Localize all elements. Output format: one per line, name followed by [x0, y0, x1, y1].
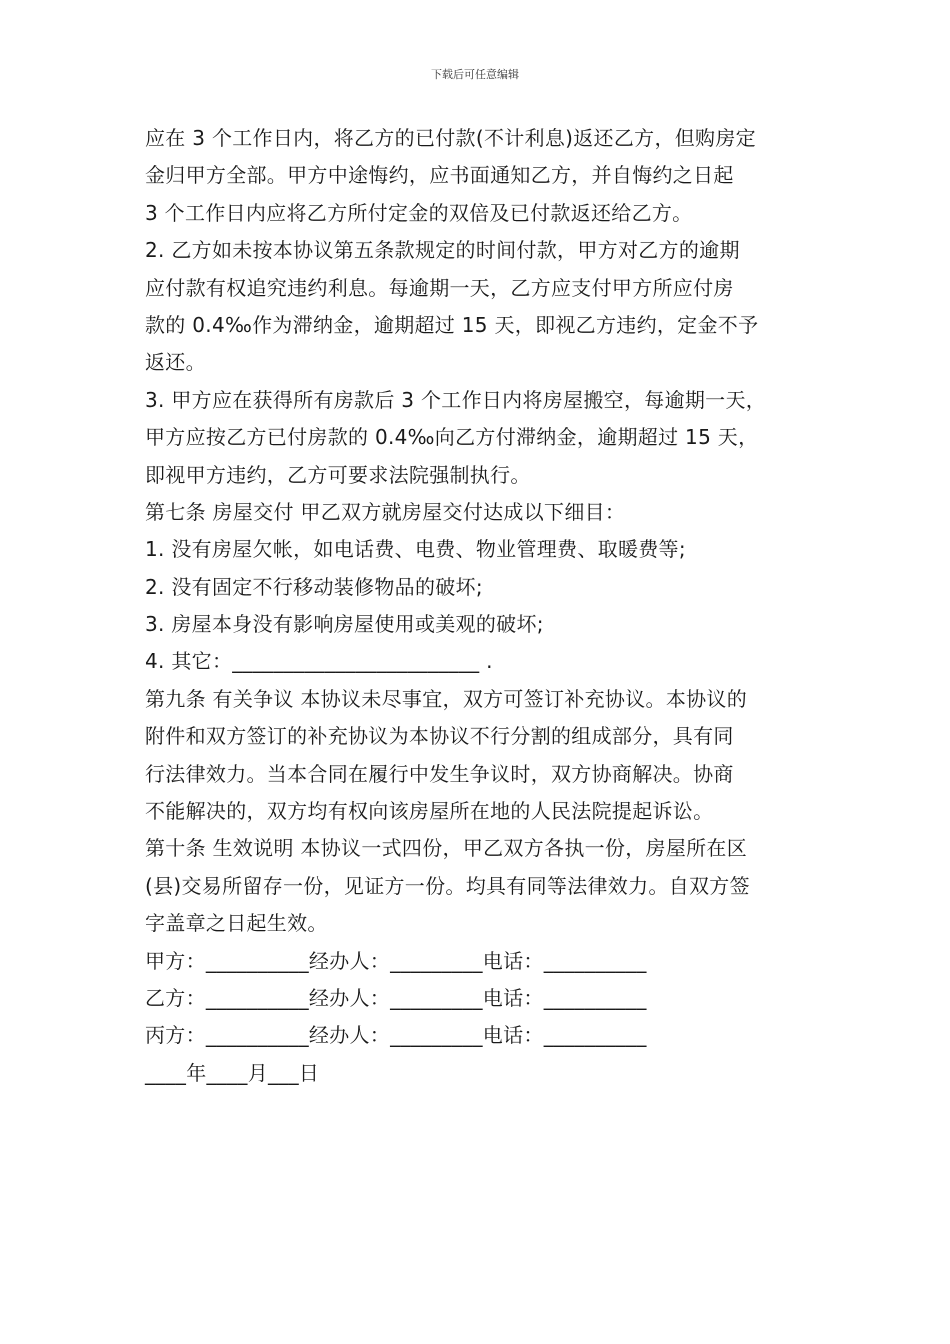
text-line: 行法律效力。当本合同在履行中发生争议时，双方协商解决。协商	[145, 761, 734, 786]
text-line: 返还。	[145, 350, 206, 375]
list-item: 2. 没有固定不行移动装修物品的破坏;	[145, 574, 483, 599]
text-line: 附件和双方签订的补充协议为本协议不行分割的组成部分，具有同	[145, 724, 734, 749]
article-heading: 第九条 有关争议 本协议未尽事宜，双方可签订补充协议。本协议的	[145, 686, 748, 711]
list-item: 3. 房屋本身没有影响房屋使用或美观的破坏;	[145, 612, 544, 637]
text-line: 字盖章之日起生效。	[145, 911, 328, 936]
document-body	[145, 120, 835, 1092]
list-item: 1. 没有房屋欠帐，如电话费、电费、物业管理费、取暖费等;	[145, 537, 686, 562]
signature-line-party-a: 甲方：__________经办人：_________电话：__________	[145, 948, 647, 973]
article-heading: 第七条 房屋交付 甲乙双方就房屋交付达成以下细目：	[145, 499, 626, 524]
list-item: 4. 其它：________________________ .	[145, 649, 493, 674]
text-line: 甲方应按乙方已付房款的 0.4‰向乙方付滞纳金，逾期超过 15 天，	[145, 425, 759, 450]
text-line: 即视甲方违约，乙方可要求法院强制执行。	[145, 462, 531, 487]
text-line: 不能解决的，双方均有权向该房屋所在地的人民法院提起诉讼。	[145, 799, 714, 824]
signature-line-party-c: 丙方：__________经办人：_________电话：__________	[145, 1023, 647, 1048]
text-line: 2. 乙方如未按本协议第五条款规定的时间付款，甲方对乙方的逾期	[145, 238, 740, 263]
signature-line-party-b: 乙方：__________经办人：_________电话：__________	[145, 985, 647, 1010]
text-line: 应付款有权追究违约利息。每逾期一天，乙方应支付甲方所应付房	[145, 275, 734, 300]
date-line: ____年____月___日	[145, 1060, 320, 1085]
text-line: 3 个工作日内应将乙方所付定金的双倍及已付款返还给乙方。	[145, 200, 693, 225]
page-header: 下载后可任意编辑	[431, 68, 519, 81]
text-line: (县)交易所留存一份，见证方一份。均具有同等法律效力。自双方签	[145, 873, 750, 898]
text-line: 金归甲方全部。甲方中途悔约，应书面通知乙方，并自悔约之日起	[145, 163, 734, 188]
article-heading: 第十条 生效说明 本协议一式四份，甲乙双方各执一份，房屋所在区	[145, 836, 748, 861]
text-line: 3. 甲方应在获得所有房款后 3 个工作日内将房屋搬空，每逾期一天，	[145, 387, 767, 412]
text-line: 应在 3 个工作日内，将乙方的已付款(不计利息)返还乙方，但购房定	[145, 126, 756, 150]
text-line: 款的 0.4‰作为滞纳金，逾期超过 15 天，即视乙方违约，定金不予	[145, 312, 759, 337]
